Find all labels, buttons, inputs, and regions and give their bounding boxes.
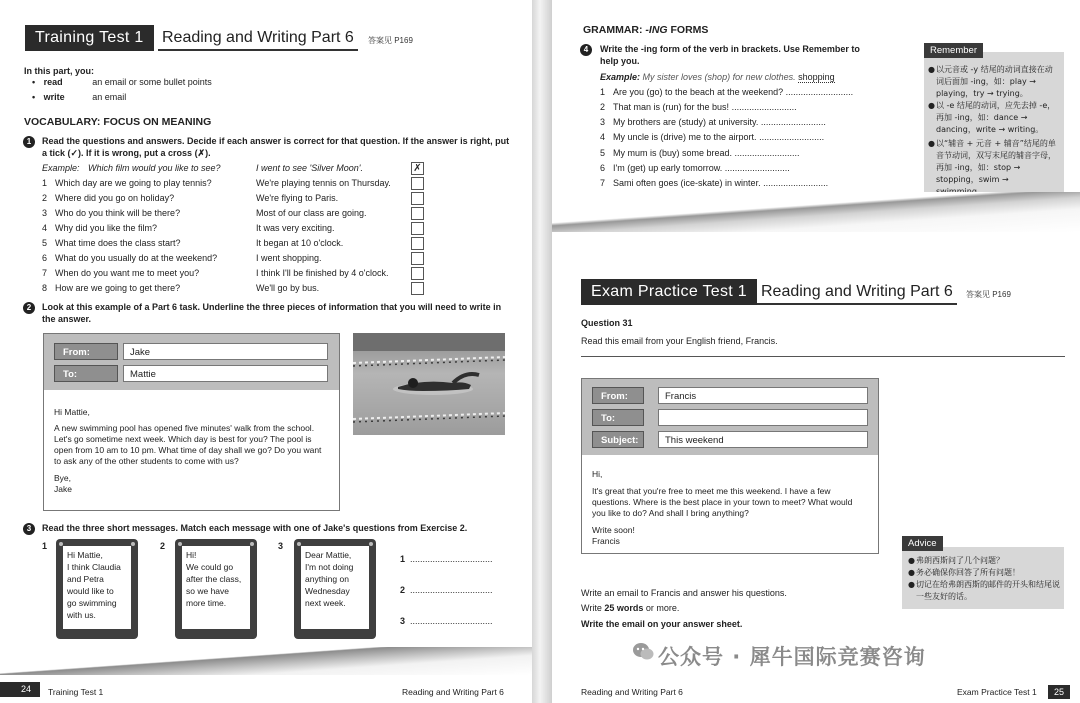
message-card-2 [175, 539, 257, 639]
question-row: 4 Why did you like the film? It was very exciting. [42, 223, 428, 238]
answer-blank[interactable]: .......................... [734, 148, 800, 158]
page-edge-shadow [0, 647, 532, 675]
to-label: To: [592, 409, 644, 426]
example-row: Example: Which film would you like to see? I went to see 'Silver Moon'. ✗ [42, 163, 428, 178]
page-fold-shadow [552, 192, 1080, 232]
answer-reference: 答案见 P169 [368, 36, 413, 45]
wechat-icon [632, 642, 652, 662]
footer-left: Training Test 1 [48, 687, 104, 697]
email-header [582, 379, 878, 455]
subject-label: Subject: [592, 431, 644, 448]
exercise-item: 7 Sami often goes (ice-skate) in winter. .......................... [600, 178, 829, 188]
watermark-text: 公众号 · 犀牛国际竞赛咨询 [658, 645, 926, 669]
right-page [552, 0, 1080, 703]
message-card-1 [56, 539, 138, 639]
exercise-3-instruction: Read the three short messages. Match each message with one of Jake's questions from Exercise 2. [42, 523, 468, 533]
subject-field: This weekend [658, 431, 868, 448]
question-row: 1 Which day are we going to play tennis? We're playing tennis on Thursday. [42, 178, 428, 193]
example-row: Example: My sister loves (shop) for new clothes. shopping [600, 72, 835, 82]
part-title: Reading and Writing Part 6 [158, 25, 358, 51]
exercise-item: 4 My uncle is (drive) me to the airport. .......................... [600, 132, 825, 142]
task-instruction-2: Write 25 words or more. [581, 603, 680, 613]
left-page [0, 0, 532, 703]
email-body-text: A new swimming pool has opened five minutes' walk from the school. Let's go sometime next week. Which day is best for you? The pool is open from 10 am to 10 pm. What time of day shall we go? Do you want to ask any of the other students to come with us? [54, 423, 322, 466]
exercise-item: 3 My brothers are (study) at university. .......................... [600, 117, 826, 127]
message-text: Hi Mattie, I think Claudia and Petra would like to go swimming with us. [63, 546, 131, 629]
answer-checkbox[interactable] [411, 282, 424, 295]
answer-checkbox[interactable] [411, 267, 424, 280]
message-number: 3 [278, 541, 284, 551]
email-francis [581, 378, 879, 554]
advice-point: ● 切记在给弗朗西斯的邮件的开头和结尾说一些友好的话。 [908, 580, 1060, 601]
from-field: Jake [123, 343, 328, 360]
question-intro: Read this email from your English friend, Francis. [581, 336, 778, 346]
question-row: 5 What time does the class start? It began at 10 o'clock. [42, 238, 428, 253]
from-field: Francis [658, 387, 868, 404]
to-label: To: [54, 365, 118, 382]
remember-point: ● 以“辅音 + 元音 + 辅音”结尾的单音节动词，双写末尾的辅音字母，再加 -ing，如：stop → stopping，swim → [928, 139, 1056, 184]
grammar-heading: GRAMMAR: -ING FORMS [583, 24, 709, 36]
bullet-write: • write an email [32, 92, 127, 102]
remember-point: ● 以 -e 结尾的动词，应先去掉 -e，再加 -ing，如：dance → dancing，write → writing。 [928, 101, 1056, 134]
question-row: 3 Who do you think will be there? Most of our class are going. [42, 208, 428, 223]
answer-checkbox[interactable] [411, 177, 424, 190]
answer-checkbox[interactable] [411, 252, 424, 265]
example-mark-box[interactable]: ✗ [411, 162, 424, 175]
answer-blank[interactable]: .......................... [724, 163, 790, 173]
answer-blank[interactable]: .......................... [763, 178, 829, 188]
to-field: Mattie [123, 365, 328, 382]
remember-tag: Remember [924, 43, 983, 58]
question-row: 2 Where did you go on holiday? We're flying to Paris. [42, 193, 428, 208]
message-text: Dear Mattie, I'm not doing anything on Wednesday next week. [301, 546, 369, 629]
page-number-block [0, 682, 40, 697]
email-signature: Francis [592, 536, 620, 546]
advice-point: ● 务必确保你回答了所有问题！ [908, 568, 1020, 577]
book-gutter [532, 0, 552, 703]
question-row: 7 When do you want me to meet you? I think I'll be finished by 4 o'clock. [42, 268, 428, 283]
message-card-3 [294, 539, 376, 639]
exercise-item: 1 Are you (go) to the beach at the weekend? ........................... [600, 87, 854, 97]
answer-reference: 答案见 P169 [966, 290, 1011, 299]
exercise-2-number: 2 [23, 302, 35, 314]
email-signoff: Bye, [54, 473, 72, 483]
from-label: From: [592, 387, 644, 404]
advice-box [902, 547, 1064, 609]
exercise-item: 2 That man is (run) for the bus! .......................... [600, 102, 797, 112]
swimmer-photo [353, 333, 505, 435]
exercise-2-instruction: Look at this example of a Part 6 task. Underline the three pieces of information that you will need to write in the answer. [42, 302, 502, 324]
email-signoff: Write soon! [592, 525, 635, 535]
page-number: 24 [21, 684, 32, 694]
page-number: 25 [1048, 685, 1070, 699]
exercise-item: 6 I'm (get) up early tomorrow. .......................... [600, 163, 790, 173]
answer-checkbox[interactable] [411, 207, 424, 220]
answer-line-1[interactable]: 1 ................................. [400, 554, 493, 564]
email-header [44, 334, 339, 390]
answer-line-3[interactable]: 3 ................................. [400, 616, 493, 626]
in-this-part-label: In this part, you: [24, 66, 95, 76]
task-instruction-1: Write an email to Francis and answer his questions. [581, 588, 787, 598]
email-greeting: Hi, [592, 469, 603, 479]
from-label: From: [54, 343, 118, 360]
footer-right: Exam Practice Test 1 [957, 687, 1037, 697]
email-body-text: It's great that you're free to meet me this weekend. I have a few questions. Where is the best place in your town to meet? What would you like to do? And shall I bring anything? [592, 486, 853, 518]
answer-blank[interactable]: ........................... [785, 87, 854, 97]
answer-blank[interactable]: .......................... [760, 117, 826, 127]
email-signature: Jake [54, 484, 72, 494]
bullet-read: • read an email or some bullet points [32, 77, 212, 87]
answer-checkbox[interactable] [411, 237, 424, 250]
task-instruction-3: Write the email on your answer sheet. [581, 619, 743, 629]
exercise-1-instruction: Read the questions and answers. Decide if each answer is correct for that question. If the answer is right, put a tick (✓). If it is wrong, put a cross (✗). [42, 136, 510, 158]
vocabulary-heading: VOCABULARY: FOCUS ON MEANING [24, 116, 212, 128]
email-greeting: Hi Mattie, [54, 407, 90, 417]
remember-box [924, 52, 1064, 204]
answer-checkbox[interactable] [411, 192, 424, 205]
part-title: Reading and Writing Part 6 [757, 279, 957, 305]
message-number: 1 [42, 541, 48, 551]
advice-point: ● 弗朗西斯问了几个问题？ [908, 556, 1004, 565]
message-text: Hi! We could go after the class, so we have more time. [182, 546, 250, 629]
remember-point: ● 以元音或 -y 结尾的动词直接在动词后面加 -ing，如：play → playing，try → trying。 [928, 65, 1053, 98]
exam-practice-title: Exam Practice Test 1 [581, 279, 757, 305]
answer-line-2[interactable]: 2 ................................. [400, 585, 493, 595]
answer-checkbox[interactable] [411, 222, 424, 235]
exercise-4-number: 4 [580, 44, 592, 56]
divider [581, 356, 1065, 357]
question-row: 6 What do you usually do at the weekend? I went shopping. [42, 253, 428, 268]
exercise-4-instruction: Write the -ing form of the verb in brackets. Use Remember to help you. [600, 44, 860, 66]
to-field [658, 409, 868, 426]
advice-tag: Advice [902, 536, 943, 551]
exercise-3-number: 3 [23, 523, 35, 535]
answer-blank[interactable]: .......................... [759, 132, 825, 142]
training-test-title: Training Test 1 [25, 25, 154, 51]
email-example-jake [43, 333, 340, 511]
footer-left: Reading and Writing Part 6 [581, 687, 683, 697]
exercise-1-number: 1 [23, 136, 35, 148]
question-label: Question 31 [581, 318, 633, 328]
message-number: 2 [160, 541, 166, 551]
footer-right: Reading and Writing Part 6 [402, 687, 504, 697]
answer-blank[interactable]: .......................... [731, 102, 797, 112]
exercise-item: 5 My mum is (buy) some bread. .......................... [600, 148, 800, 158]
question-row: 8 How are we going to get there? We'll go by bus. [42, 283, 428, 298]
